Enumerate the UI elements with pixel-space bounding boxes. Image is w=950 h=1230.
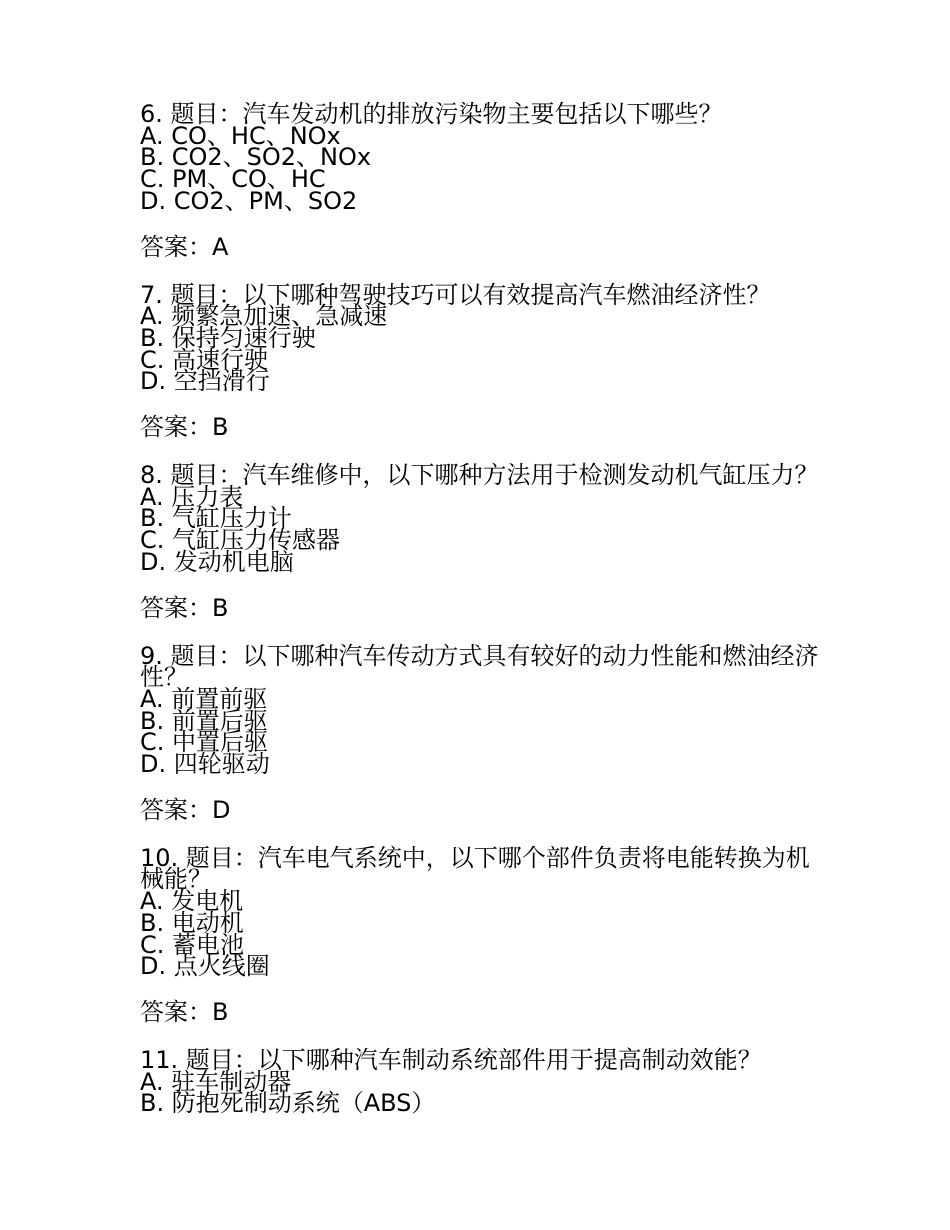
option-b: B. 保持匀速行驶 [140,323,316,352]
option-a: A. 压力表 [140,482,244,511]
answer-text: 答案：A [140,232,229,261]
option-c: C. 高速行驶 [140,345,269,374]
document-page [140,100,820,1118]
question-title: 9. 题目：以下哪种汽车传动方式具有较好的动力性能和燃油经济性？ [140,641,819,692]
question-6 [140,100,820,261]
question-title: 7. 题目：以下哪种驾驶技巧可以有效提高汽车燃油经济性？ [140,280,771,309]
answer-text: 答案：B [140,997,229,1026]
option-b: B. 前置后驱 [140,706,268,735]
option-b: B. 气缸压力计 [140,504,292,533]
question-title: 10. 题目：汽车电气系统中，以下哪个部件负责将电能转换为机械能？ [140,843,810,894]
question-7 [140,280,820,442]
option-c: C. 中置后驱 [140,728,269,757]
option-d: D. 发动机电脑 [140,547,294,576]
option-b: B. 电动机 [140,908,244,937]
option-d: D. CO2、PM、SO2 [140,186,358,215]
question-11 [140,1045,820,1118]
option-c: C. 气缸压力传感器 [140,526,341,555]
option-a: A. 驻车制动器 [140,1067,292,1096]
question-title: 11. 题目：以下哪种汽车制动系统部件用于提高制动效能？ [140,1045,762,1074]
option-c: C. PM、CO、HC [140,165,326,194]
answer-text: 答案：B [140,413,229,442]
option-a: A. 频繁急加速、急减速 [140,302,388,331]
question-8 [140,461,820,622]
option-a: A. CO、HC、NOx [140,121,341,150]
question-title: 6. 题目：汽车发动机的排放污染物主要包括以下哪些？ [140,100,723,128]
question-9 [140,641,820,824]
option-d: D. 点火线圈 [140,952,270,981]
option-c: C. 蓄电池 [140,930,245,959]
answer-text: 答案：D [140,795,231,824]
question-title: 8. 题目：汽车维修中，以下哪种方法用于检测发动机气缸压力？ [140,461,819,490]
option-b: B. CO2、SO2、NOx [140,143,372,172]
answer-text: 答案：B [140,593,229,622]
option-a: A. 发电机 [140,887,244,916]
option-d: D. 空挡滑行 [140,367,270,396]
option-a: A. 前置前驱 [140,684,268,713]
option-b: B. 防抱死制动系统（ABS） [140,1089,436,1118]
question-10 [140,843,820,1026]
option-d: D. 四轮驱动 [140,750,270,779]
